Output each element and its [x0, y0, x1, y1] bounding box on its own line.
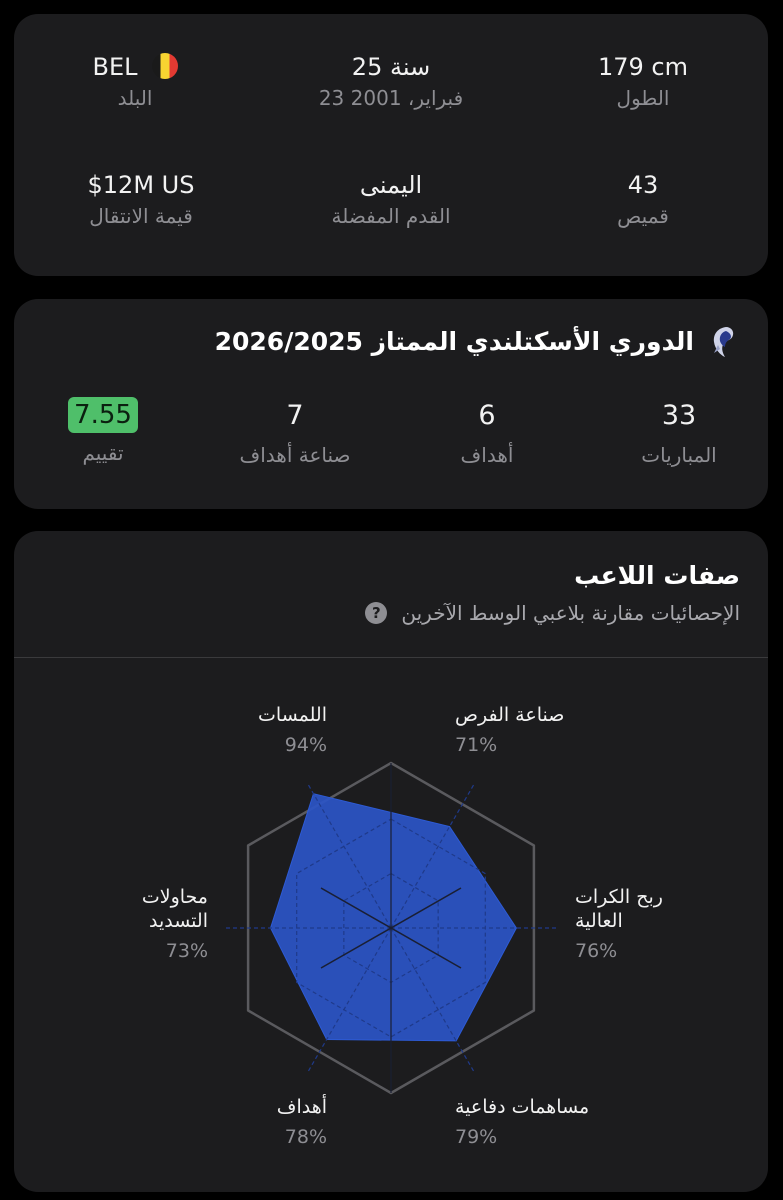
- radar-label-shots: [142, 885, 208, 963]
- defensive-pct: 79%: [455, 1126, 498, 1148]
- chances-label: صناعة الفرص: [455, 704, 565, 726]
- height-label: الطول: [616, 86, 670, 110]
- country-cell: [10, 52, 260, 112]
- touches-pct: 94%: [284, 734, 327, 756]
- radar-label-goals: [277, 1095, 327, 1149]
- league-stats-card[interactable]: [14, 299, 768, 509]
- radar-value-area: [271, 794, 517, 1041]
- shots-label-2: التسديد: [149, 910, 208, 932]
- assists-label: صناعة أهداف: [239, 443, 351, 467]
- stat-rating: [3, 397, 203, 467]
- preferred-foot-value: اليمنى: [359, 171, 423, 199]
- aerial-pct: 76%: [575, 940, 618, 962]
- height-value: 179 cm: [597, 53, 688, 81]
- league-title: الدوري الأسكتلندي الممتاز 2026/2025: [214, 327, 694, 356]
- shirt-label: قميص: [617, 204, 669, 228]
- preferred-foot-label: القدم المفضلة: [331, 204, 451, 228]
- shirt-number: 43: [627, 171, 659, 199]
- attributes-subtitle: الإحصائيات مقارنة بلاعبي الوسط الآخرين: [401, 601, 740, 625]
- age-cell: [266, 52, 516, 112]
- age-value: 25 سنة: [351, 53, 431, 81]
- country-label: البلد: [117, 86, 153, 110]
- aerial-label-2: العالية: [575, 910, 623, 932]
- height-cell: [518, 52, 768, 112]
- rating-label: تقييم: [82, 441, 124, 465]
- goals-attr-label: أهداف: [276, 1096, 327, 1118]
- shirt-cell: [518, 170, 768, 230]
- stat-matches: [579, 399, 779, 469]
- shots-label-1: محاولات: [141, 886, 208, 908]
- touches-label: اللمسات: [258, 704, 327, 726]
- stat-assists: [195, 399, 395, 469]
- goals-value: 6: [478, 400, 496, 431]
- market-value: $12M US: [87, 171, 195, 199]
- matches-value: 33: [661, 400, 697, 431]
- chances-pct: 71%: [455, 734, 498, 756]
- market-value-label: قيمة الانتقال: [89, 204, 193, 228]
- attributes-title: صفات اللاعب: [574, 561, 740, 590]
- country-value: BEL: [10, 52, 260, 82]
- attributes-radar-chart: [14, 531, 768, 1192]
- market-value-cell: [16, 170, 266, 230]
- foot-cell: [266, 170, 516, 230]
- radar-label-chances: [455, 703, 564, 757]
- rating-badge: 7.55: [68, 397, 138, 433]
- radar-label-defensive: [455, 1095, 589, 1149]
- defensive-label: مساهمات دفاعية: [455, 1096, 590, 1118]
- player-attributes-card: [14, 531, 768, 1192]
- goals-label: أهداف: [460, 443, 514, 467]
- question-mark-icon[interactable]: ?: [365, 602, 387, 624]
- radar-label-touches: [258, 703, 327, 757]
- player-info-card: [14, 14, 768, 276]
- shots-pct: 73%: [165, 940, 208, 962]
- lion-crest-icon: [708, 325, 738, 359]
- belgium-flag-icon: [152, 53, 178, 79]
- radar-label-aerial: [575, 885, 663, 963]
- goals-attr-pct: 78%: [284, 1126, 327, 1148]
- matches-label: المباريات: [641, 443, 717, 467]
- aerial-label-1: ربح الكرات: [575, 886, 663, 908]
- assists-value: 7: [286, 400, 304, 431]
- birth-date: 23 فبراير، 2001: [318, 86, 464, 110]
- stat-goals: [387, 399, 587, 469]
